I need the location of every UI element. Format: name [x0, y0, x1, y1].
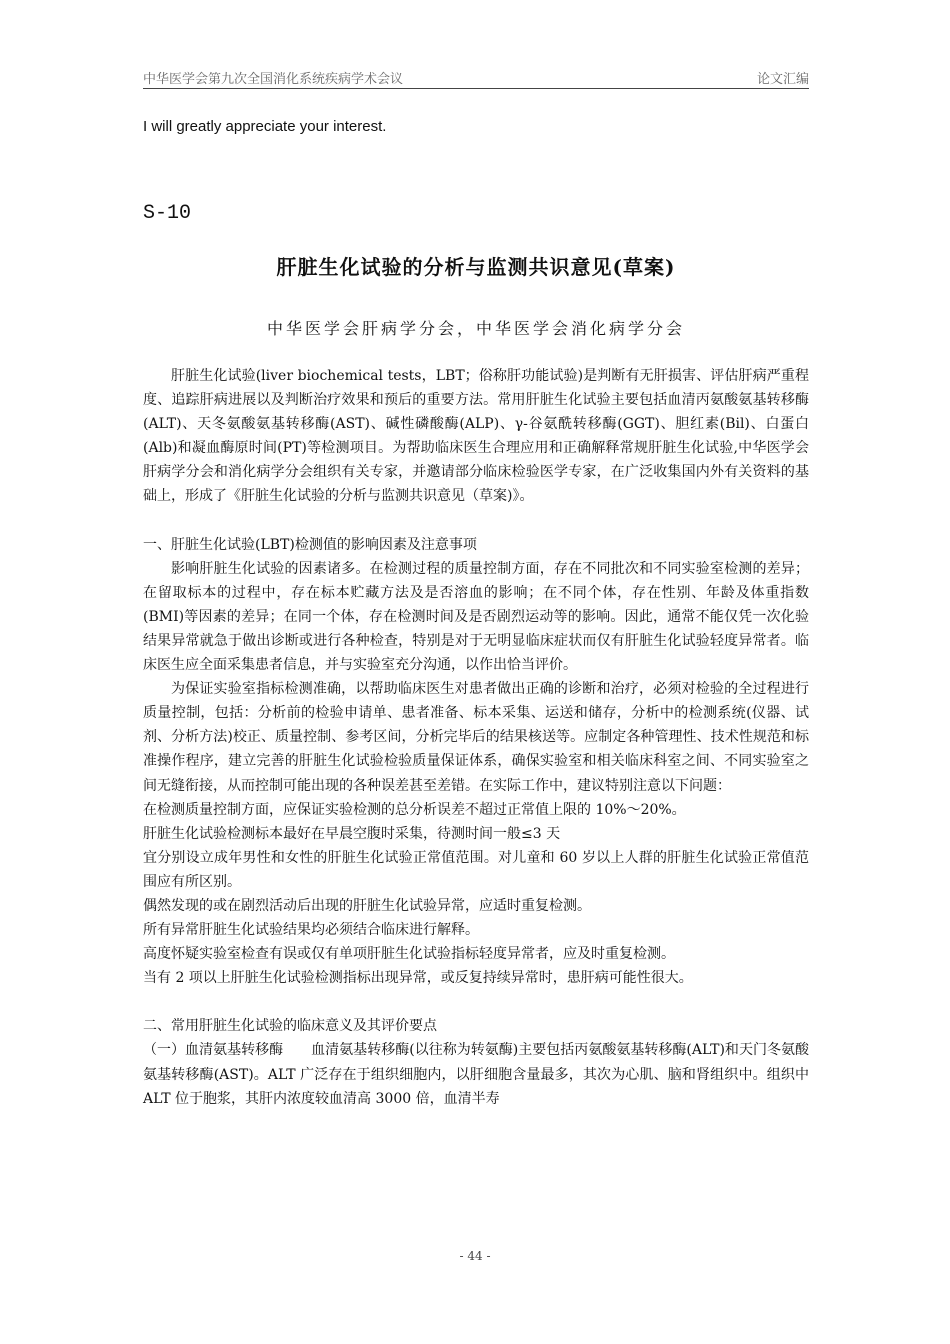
paragraph-spacer — [143, 990, 809, 1014]
list-item: 所有异常肝脏生化试验结果均必须结合临床进行解释。 — [143, 922, 479, 939]
paragraph-spacer — [143, 509, 809, 533]
running-header — [143, 66, 809, 89]
article-body — [143, 364, 809, 1111]
list-item: 高度怀疑实验室检查有误或仅有单项肝脏生化试验指标轻度异常者，应及时重复检测。 — [143, 946, 675, 963]
paragraph-quality-control: 为保证实验室指标检测准确，以帮助临床医生对患者做出正确的诊断和治疗，必须对检验的全过程进行质量控制，包括：分析前的检验申请单、患者准备、标本采集、运送和储存，分析中的检测系统(仪器、试剂、分析方法)校正、质量控制、参考区间，分析完毕后的结果核送等。应制定各种管理性、技术性规范和标准操作程序，建立完善的肝脏生化试验检验质量保证体系，确保实验室和相关临床科室之间、不同实验室之间无缝衔接，从而控制可能出现的各种误差甚至差错。在实际工作中，建议特别注意以下问题： — [143, 681, 809, 794]
list-item: 在检测质量控制方面，应保证实验检测的总分析误差不超过正常值上限的 10%～20%。 — [143, 801, 686, 818]
paragraph-factors: 影响肝脏生化试验的因素诸多。在检测过程的质量控制方面，存在不同批次和不同实验室检测的差异；在留取标本的过程中，存在标本贮藏方法及是否溶血的影响；在不同个体，存在性别、年龄及体重指数(BMI)等因素的差异；在同一个体，存在检测时间及是否剧烈运动等的影响。因此，通常不能仅凭一次化验结果异常就急于做出诊断或进行各种检查，特别是对于无明显临床症状而仅有肝脏生化试验轻度异常者。临床医生应全面采集患者信息，并与实验室充分沟通，以作出恰当评价。 — [143, 560, 809, 674]
list-item: 宜分别设立成年男性和女性的肝脏生化试验正常值范围。对儿童和 60 岁以上人群的肝脏生化试验正常值范围应有所区别。 — [143, 849, 809, 890]
section-code: S-10 — [143, 202, 192, 225]
article-title: 肝脏生化试验的分析与监测共识意见(草案) — [276, 255, 676, 279]
paragraph-aminotransferase: （一）血清氨基转移酶 血清氨基转移酶(以往称为转氨酶)主要包括丙氨酸氨基转移酶(ALT)和天门冬氨酸氨基转移酶(AST)。ALT 广泛存在于组织细胞内，以肝细胞含量最多，其次为心肌、脑和肾组织中。组织中 ALT 位于胞浆，其肝内浓度较血清高 3000 倍，血清半寿 — [143, 1042, 809, 1107]
intro-line: I will greatly appreciate your interest. — [143, 118, 387, 135]
header-conference-title: 中华医学会第九次全国消化系统疾病学术会议 — [143, 72, 404, 87]
article-authors: 中华医学会肝病学分会，中华医学会消化病学分会 — [266, 319, 685, 338]
section-heading-1: 一、肝脏生化试验(LBT)检测值的影响因素及注意事项 — [143, 536, 477, 553]
list-item: 当有 2 项以上肝脏生化试验检测指标出现异常，或反复持续异常时，患肝病可能性很大。 — [143, 970, 693, 987]
list-item: 肝脏生化试验检测标本最好在早晨空腹时采集，待测时间一般≤3 天 — [143, 825, 561, 842]
list-item: 偶然发现的或在剧烈活动后出现的肝脏生化试验异常，应适时重复检测。 — [143, 897, 591, 914]
header-section-label: 论文汇编 — [756, 72, 809, 87]
section-heading-2: 二、常用肝脏生化试验的临床意义及其评价要点 — [143, 1018, 437, 1035]
paragraph-intro: 肝脏生化试验(liver biochemical tests，LBT；俗称肝功能试验)是判断有无肝损害、评估肝病严重程度、追踪肝病进展以及判断治疗效果和预后的重要方法。常用肝脏生化试验主要包括血清丙氨酸氨基转移酶(ALT)、天冬氨酸氨基转移酶(AST)、碱性磷酸酶(ALP)、γ-谷氨酰转移酶(GGT)、胆红素(Bil)、白蛋白(Alb)和凝血酶原时间(PT)等检测项目。为帮助临床医生合理应用和正确解释常规肝脏生化试验,中华医学会肝病学分会和消化病学分会组织有关专家，并邀请部分临床检验医学专家，在广泛收集国内外有关资料的基础上，形成了《肝脏生化试验的分析与监测共识意见（草案)》。 — [143, 368, 809, 505]
page-number: - 44 - — [459, 1249, 491, 1263]
